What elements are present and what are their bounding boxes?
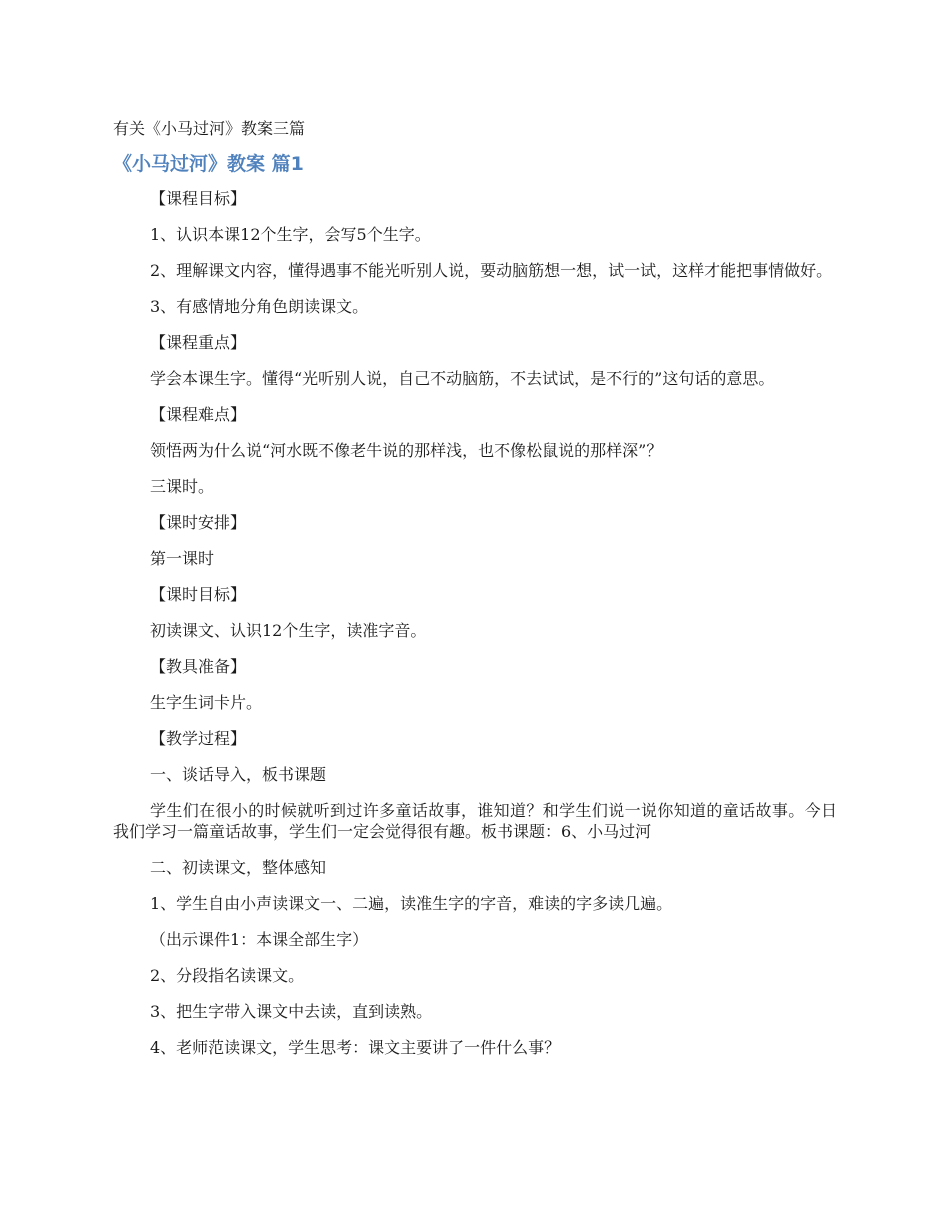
- paragraph-key-point-label: 【课程重点】: [150, 333, 247, 352]
- paragraph-key-point: 学会本课生字。懂得“光听别人说，自己不动脑筋，不去试试，是不行的”这句话的意思。: [150, 369, 775, 388]
- paragraph-period-goal-label: 【课时目标】: [150, 585, 247, 604]
- paragraph-step-1-title: 一、谈话导入，板书课题: [150, 765, 327, 784]
- paragraph-difficulty-label: 【课程难点】: [150, 405, 247, 424]
- paragraph-step-2-item-1: 1、学生自由小声读课文一、二遍，读准生字的字音，难读的字多读几遍。: [150, 894, 673, 913]
- paragraph-periods: 三课时。: [150, 477, 215, 496]
- paragraph-schedule-label: 【课时安排】: [150, 513, 247, 532]
- paragraph-difficulty: 领悟两为什么说“河水既不像老牛说的那样浅，也不像松鼠说的那样深”？: [150, 441, 663, 460]
- paragraph-step-1-body: 学生们在很小的时候就听到过许多童话故事，谁知道？和学生们说一说你知道的童话故事。今日我们学习一篇童话故事，学生们一定会觉得很有趣。板书课题：6、小马过河: [113, 801, 837, 841]
- document-page: [113, 118, 837, 1073]
- paragraph-period-goal: 初读课文、认识12个生字，读准字音。: [150, 621, 427, 640]
- paragraph-goal-3: 3、有感情地分角色朗读课文。: [150, 297, 369, 316]
- paragraph-goal-1: 1、认识本课12个生字，会写5个生字。: [150, 225, 431, 244]
- paragraph-step-2-item-3: 3、把生字带入课文中去读，直到读熟。: [150, 1002, 433, 1021]
- paragraph-process-label: 【教学过程】: [150, 729, 247, 748]
- paragraph-courseware-note: （出示课件1：本课全部生字）: [150, 930, 369, 949]
- section-heading: 《小马过河》教案 篇1: [113, 153, 304, 175]
- paragraph-step-2-item-4: 4、老师范读课文，学生思考：课文主要讲了一件什么事？: [150, 1038, 561, 1057]
- paragraph-step-2-title: 二、初读课文，整体感知: [150, 858, 327, 877]
- document-title: 有关《小马过河》教案三篇: [113, 119, 306, 138]
- paragraph-course-goal-label: 【课程目标】: [150, 189, 247, 208]
- paragraph-materials-label: 【教具准备】: [150, 657, 247, 676]
- paragraph-step-2-item-2: 2、分段指名读课文。: [150, 966, 305, 985]
- paragraph-goal-2: 2、理解课文内容，懂得遇事不能光听别人说，要动脑筋想一想，试一试，这样才能把事情做好。: [150, 261, 833, 280]
- paragraph-first-period: 第一课时: [150, 549, 215, 568]
- paragraph-materials: 生字生词卡片。: [150, 693, 263, 712]
